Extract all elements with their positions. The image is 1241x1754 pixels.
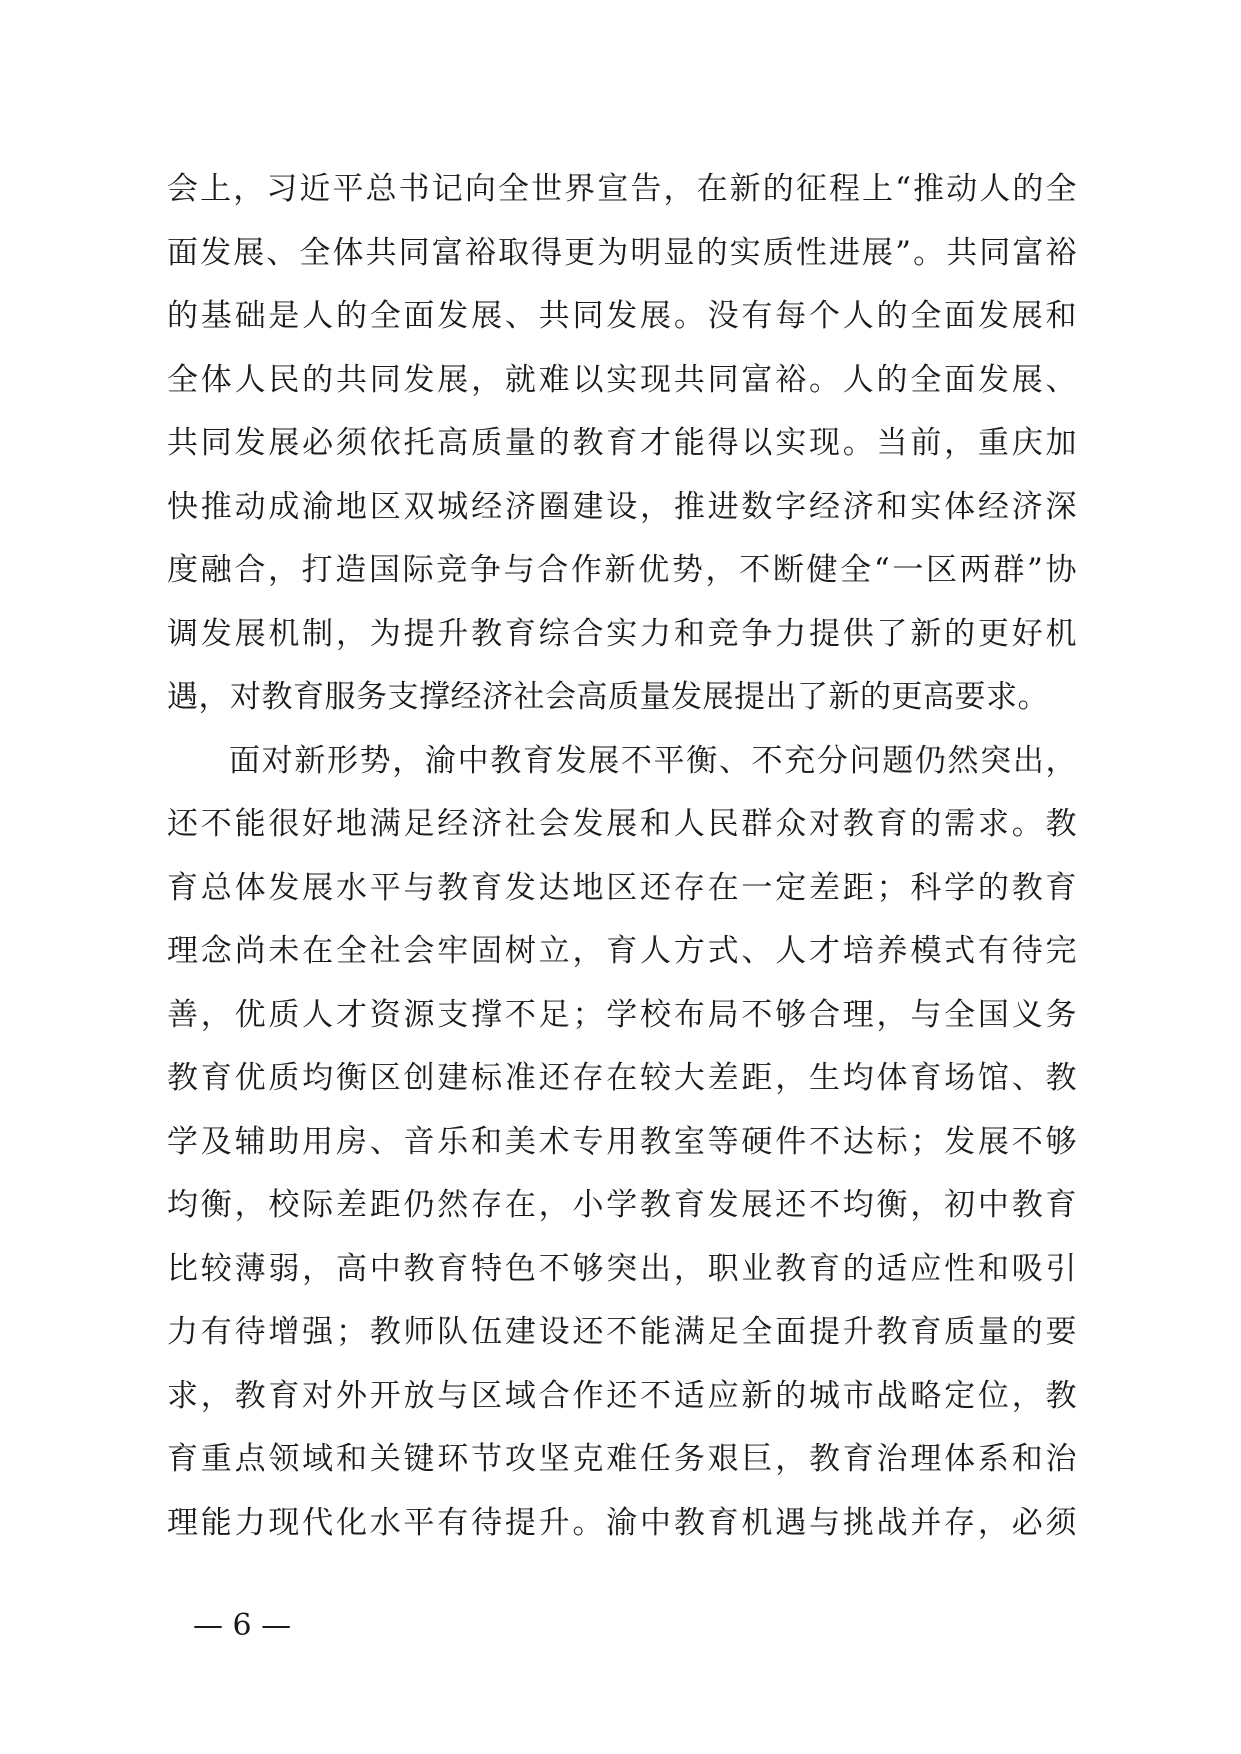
text-line: 比较薄弱，高中教育特色不够突出，职业教育的适应性和吸引 xyxy=(167,1250,1077,1287)
text-line: 度融合，打造国际竞争与合作新优势，不断健全“一区两群”协 xyxy=(167,552,1077,588)
text-line: 学及辅助用房、音乐和美术专用教室等硬件不达标；发展不够 xyxy=(167,1123,1077,1160)
text-line: 育重点领域和关键环节攻坚克难任务艰巨，教育治理体系和治 xyxy=(167,1441,1077,1477)
text-line: 的基础是人的全面发展、共同发展。没有每个人的全面发展和 xyxy=(167,298,1077,334)
text-line: 教育优质均衡区创建标准还存在较大差距，生均体育场馆、教 xyxy=(167,1060,1077,1096)
paragraph xyxy=(167,158,1077,730)
text-line: 力有待增强；教师队伍建设还不能满足全面提升教育质量的要 xyxy=(167,1314,1077,1350)
text-line: 会上，习近平总书记向全世界宣告，在新的征程上“推动人的全 xyxy=(167,171,1077,207)
text-line: 遇，对教育服务支撑经济社会高质量发展提出了新的更高要求。 xyxy=(167,679,1049,715)
text-line: 育总体发展水平与教育发达地区还存在一定差距；科学的教育 xyxy=(167,869,1077,906)
text-line: 还不能很好地满足经济社会发展和人民群众对教育的需求。教 xyxy=(167,806,1077,842)
text-line: 面发展、全体共同富裕取得更为明显的实质性进展”。共同富裕 xyxy=(167,234,1077,271)
text-line: 全体人民的共同发展，就难以实现共同富裕。人的全面发展、 xyxy=(167,361,1077,398)
text-line: 求，教育对外开放与区域合作还不适应新的城市战略定位，教 xyxy=(167,1377,1077,1414)
text-line: 调发展机制，为提升教育综合实力和竞争力提供了新的更好机 xyxy=(167,615,1077,652)
text-line: 均衡，校际差距仍然存在，小学教育发展还不均衡，初中教育 xyxy=(167,1187,1077,1223)
text-line: 面对新形势，渝中教育发展不平衡、不充分问题仍然突出， xyxy=(229,742,1077,779)
text-line: 善，优质人才资源支撑不足；学校布局不够合理，与全国义务 xyxy=(167,996,1077,1033)
text-line: 理念尚未在全社会牢固树立，育人方式、人才培养模式有待完 xyxy=(167,933,1077,969)
paragraph xyxy=(167,730,1077,1556)
text-line: 理能力现代化水平有待提升。渝中教育机遇与挑战并存，必须 xyxy=(167,1504,1077,1541)
page-number: — 6 — xyxy=(193,1608,292,1643)
text-line: 共同发展必须依托高质量的教育才能得以实现。当前，重庆加 xyxy=(167,425,1077,461)
body-text xyxy=(167,158,1077,1555)
text-line: 快推动成渝地区双城经济圈建设，推进数字经济和实体经济深 xyxy=(167,488,1077,525)
